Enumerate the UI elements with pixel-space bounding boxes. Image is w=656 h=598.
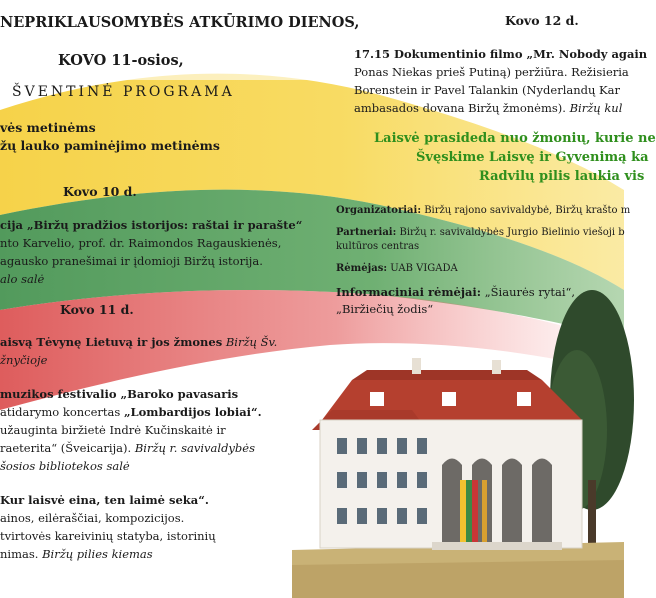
day11-event-b-pre: atidarymo koncertas <box>0 405 124 419</box>
day11-event-a-place-2: žnyčioje <box>0 353 48 367</box>
day-10-heading: Kovo 10 d. <box>63 184 137 199</box>
day11-event-b-line-3: užauginta biržietė Indrė Kučinskaitė ir <box>0 423 226 437</box>
film-line-4 <box>354 100 622 117</box>
day11-event-c-place: Biržų pilies kiemas <box>42 547 153 561</box>
day11-event-a-place: Biržų Šv. <box>222 335 278 349</box>
program-heading: ŠVENTINĖ PROGRAMA <box>12 84 235 100</box>
day11-event-a <box>0 334 277 351</box>
slogan-line-3: Radvilų pilis laukia vis <box>479 169 645 184</box>
film-title: 17.15 Dokumentinio filmo „Mr. Nobody again <box>354 47 648 61</box>
organizers <box>336 204 630 218</box>
partners-label: Partneriai: <box>336 227 397 238</box>
anniversary-line-1: vės metinėms <box>0 120 96 135</box>
day11-event-c-line-3: tvirtovės kareivinių statyba, istorinių <box>0 529 216 543</box>
film-line-3: Borenstein ir Pavel Talankin (Nyderlandų Kar <box>354 83 620 97</box>
day11-event-b-place-2: šosios bibliotekos salė <box>0 459 130 473</box>
sponsor-label: Rėmėjas: <box>336 263 388 274</box>
day10-event-place: alo salė <box>0 272 45 286</box>
day11-event-b-line-1: muzikos festivalio „Baroko pavasaris <box>0 387 239 401</box>
program-date: KOVO 11-osios, <box>58 52 184 69</box>
day11-event-c-title: Kur laisvė eina, ten laimė seka“. <box>0 493 209 507</box>
day11-event-b-pre-2: raeterita“ (Šveicarija). <box>0 441 135 455</box>
day11-event-b-concert: „Lombardijos lobiai“. <box>123 405 262 419</box>
media-sponsors-line-2: „Biržiečių žodis“ <box>336 302 434 316</box>
film-line-4-pre: ambasados dovana Biržų žmonėms). <box>354 101 570 115</box>
media-sponsors <box>336 284 575 301</box>
film-line-2: Ponas Niekas prieš Putiną) peržiūra. Režisieria <box>354 65 629 79</box>
day11-event-b-line-2 <box>0 404 262 421</box>
day-12-heading: Kovo 12 d. <box>505 13 579 28</box>
day11-event-b-line-4 <box>0 440 255 457</box>
organizers-text: Biržų rajono savivaldybė, Biržų krašto m <box>421 205 631 216</box>
sponsor-text: UAB VIGADA <box>387 263 458 274</box>
radvilu-castle-illustration <box>292 280 624 598</box>
day11-event-c-line-4 <box>0 546 153 563</box>
slogan-line-1: Laisvė prasideda nuo žmonių, kurie ne <box>374 131 656 146</box>
media-text: „Šiaurės rytai“, <box>481 285 576 299</box>
sponsor <box>336 262 458 276</box>
partners-text: Biržų r. savivaldybės Jurgio Bielinio viešoji b <box>396 227 625 238</box>
organizers-label: Organizatoriai: <box>336 205 422 216</box>
day10-event-line-2: nto Karvelio, prof. dr. Raimondos Ragauskienės, <box>0 236 282 250</box>
day11-event-a-title: aisvą Tėvynę Lietuvą ir jos žmones <box>0 335 223 349</box>
day11-event-b-place: Biržų r. savivaldybės <box>134 441 255 455</box>
slogan-line-2: Švęskime Laisvę ir Gyvenimą ka <box>416 150 649 165</box>
media-label: Informaciniai rėmėjai: <box>336 285 482 299</box>
day11-event-c-line-2: ainos, eilėraščiai, kompozicijos. <box>0 511 185 525</box>
day11-event-c-pre: nimas. <box>0 547 43 561</box>
anniversary-line-2: žų lauko paminėjimo metinėms <box>0 138 220 153</box>
partners <box>336 226 625 240</box>
partners-line-2: kultūros centras <box>336 241 420 252</box>
facade-flags <box>460 480 487 548</box>
program-title: NEPRIKLAUSOMYBĖS ATKŪRIMO DIENOS, <box>0 14 360 31</box>
day10-event-title: cija „Biržų pradžios istorijos: raštai ir parašte“ <box>0 218 303 232</box>
day-11-heading: Kovo 11 d. <box>60 302 134 317</box>
film-place: Biržų kul <box>569 101 623 115</box>
day10-event-line-3: agausko pranešimai ir įdomioji Biržų istorija. <box>0 254 263 268</box>
